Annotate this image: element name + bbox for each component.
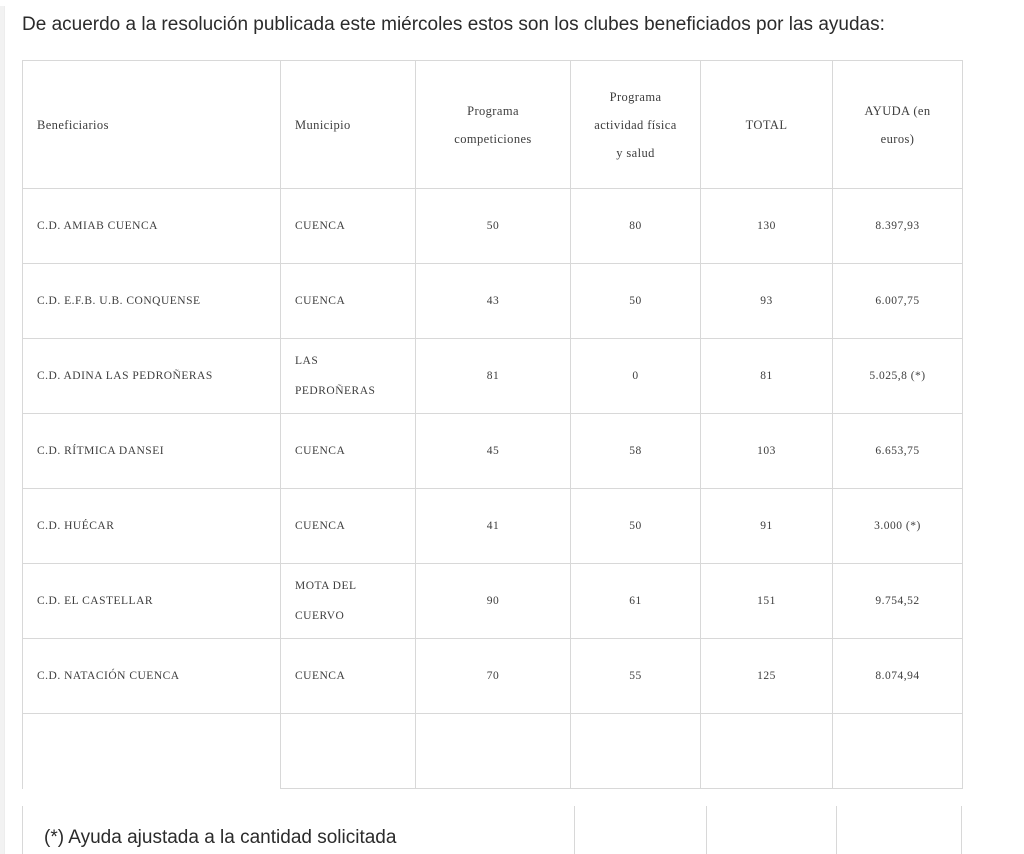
cell-municipio xyxy=(281,414,416,489)
footnote-divider-3 xyxy=(836,806,837,854)
header-municipio-text: Municipio xyxy=(295,117,351,132)
spacer-cell-municipio xyxy=(281,714,416,789)
header-programa-actividad xyxy=(571,61,701,189)
cell-beneficiario: C.D. NATACIÓN CUENCA xyxy=(23,639,281,714)
header-ayuda xyxy=(833,61,963,189)
cell-total: 93 xyxy=(701,264,833,339)
table-spacer-row xyxy=(23,714,963,789)
cell-actividad: 50 xyxy=(571,489,701,564)
header-beneficiarios-text: Beneficiarios xyxy=(37,117,109,132)
header-beneficiarios xyxy=(23,61,281,189)
header-programa-actividad-line3: y salud xyxy=(616,145,655,160)
cell-total: 91 xyxy=(701,489,833,564)
spacer-cell-ayuda xyxy=(833,714,963,789)
spacer-cell-total xyxy=(701,714,833,789)
spacer-cell-beneficiario xyxy=(23,714,281,789)
cell-municipio-line1: MOTA DEL xyxy=(295,580,357,592)
cell-ayuda: 6.653,75 xyxy=(833,414,963,489)
header-programa-actividad-line2: actividad física xyxy=(594,117,677,132)
table-row xyxy=(23,639,963,714)
header-total xyxy=(701,61,833,189)
footnote-divider-2 xyxy=(706,806,707,854)
header-row xyxy=(23,61,963,189)
cell-competiciones: 50 xyxy=(416,189,571,264)
header-programa-competiciones xyxy=(416,61,571,189)
aid-table-wrapper xyxy=(22,60,962,789)
cell-actividad: 58 xyxy=(571,414,701,489)
header-programa-actividad-line1: Programa xyxy=(609,89,662,104)
cell-competiciones: 41 xyxy=(416,489,571,564)
cell-ayuda: 6.007,75 xyxy=(833,264,963,339)
cell-total: 81 xyxy=(701,339,833,414)
cell-municipio-line1: CUENCA xyxy=(295,445,346,457)
table-row xyxy=(23,489,963,564)
table-row xyxy=(23,264,963,339)
header-municipio xyxy=(281,61,416,189)
cell-competiciones: 70 xyxy=(416,639,571,714)
cell-beneficiario: C.D. EL CASTELLAR xyxy=(23,564,281,639)
cell-ayuda: 3.000 (*) xyxy=(833,489,963,564)
header-ayuda-line1: AYUDA (en xyxy=(864,103,931,118)
table-row xyxy=(23,189,963,264)
cell-actividad: 50 xyxy=(571,264,701,339)
document-page xyxy=(0,6,1024,789)
cell-municipio-line1: CUENCA xyxy=(295,220,346,232)
cell-total: 130 xyxy=(701,189,833,264)
cell-actividad: 61 xyxy=(571,564,701,639)
cell-total: 103 xyxy=(701,414,833,489)
cell-competiciones: 90 xyxy=(416,564,571,639)
header-programa-competiciones-line1: Programa xyxy=(467,103,519,118)
cell-municipio-line2: CUERVO xyxy=(295,610,345,622)
page-left-rule xyxy=(0,6,5,854)
spacer-cell-competiciones xyxy=(416,714,571,789)
table-body xyxy=(23,189,963,789)
header-programa-competiciones-line2: competiciones xyxy=(454,131,532,146)
cell-beneficiario: C.D. E.F.B. U.B. CONQUENSE xyxy=(23,264,281,339)
cell-actividad: 0 xyxy=(571,339,701,414)
table-row xyxy=(23,339,963,414)
spacer-cell-actividad xyxy=(571,714,701,789)
header-total-text: TOTAL xyxy=(745,117,788,132)
footnote-divider-1 xyxy=(574,806,575,854)
cell-municipio xyxy=(281,639,416,714)
intro-paragraph: De acuerdo a la resolución publicada este miércoles estos son los clubes beneficiados por las ayudas: xyxy=(22,14,885,35)
cell-municipio xyxy=(281,564,416,639)
cell-competiciones: 43 xyxy=(416,264,571,339)
cell-actividad: 80 xyxy=(571,189,701,264)
cell-competiciones: 45 xyxy=(416,414,571,489)
cell-beneficiario: C.D. ADINA LAS PEDROÑERAS xyxy=(23,339,281,414)
footnote-text: (*) Ayuda ajustada a la cantidad solicitada xyxy=(44,827,397,848)
cell-ayuda: 8.397,93 xyxy=(833,189,963,264)
cell-beneficiario: C.D. HUÉCAR xyxy=(23,489,281,564)
table-header xyxy=(23,61,963,189)
cell-municipio xyxy=(281,189,416,264)
table-row xyxy=(23,414,963,489)
cell-total: 151 xyxy=(701,564,833,639)
cell-actividad: 55 xyxy=(571,639,701,714)
cell-municipio-line1: CUENCA xyxy=(295,295,346,307)
aid-table xyxy=(22,60,963,789)
cell-beneficiario: C.D. RÍTMICA DANSEI xyxy=(23,414,281,489)
cell-municipio xyxy=(281,489,416,564)
cell-total: 125 xyxy=(701,639,833,714)
cell-competiciones: 81 xyxy=(416,339,571,414)
header-ayuda-line2: euros) xyxy=(880,131,915,146)
cell-municipio xyxy=(281,339,416,414)
cell-municipio-line1: LAS PEDROÑERAS xyxy=(295,355,376,397)
cell-beneficiario: C.D. AMIAB CUENCA xyxy=(23,189,281,264)
cell-municipio-line1: CUENCA xyxy=(295,670,346,682)
cell-municipio xyxy=(281,264,416,339)
cell-municipio-line1: CUENCA xyxy=(295,520,346,532)
cell-ayuda: 9.754,52 xyxy=(833,564,963,639)
table-row xyxy=(23,564,963,639)
cell-ayuda: 8.074,94 xyxy=(833,639,963,714)
cell-ayuda: 5.025,8 (*) xyxy=(833,339,963,414)
